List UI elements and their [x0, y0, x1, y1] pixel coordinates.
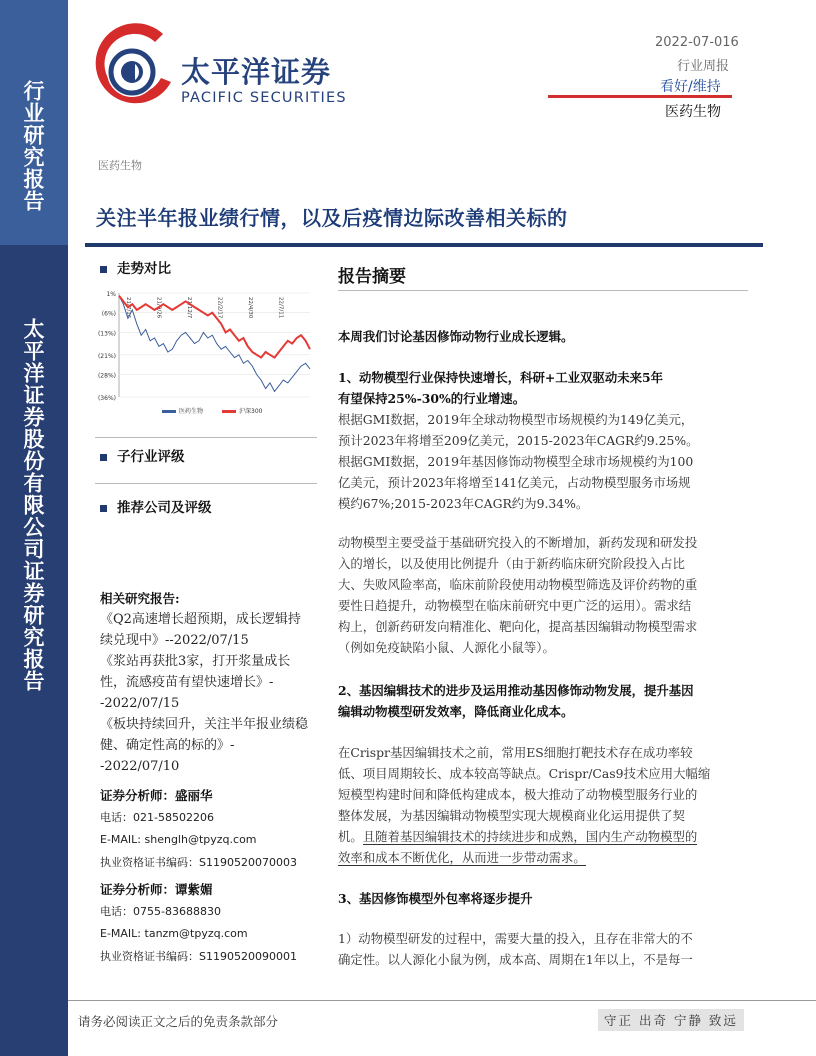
trend-heading: 走势对比 [100, 257, 171, 277]
para-line: 短模型构建时间和降低构建成本，极大推动了动物模型服务行业的 [338, 787, 698, 802]
y-tick-label: (28%) [97, 372, 116, 380]
footer-disclaimer: 请务必阅读正文之后的免责条款部分 [78, 1014, 279, 1029]
analyst-block-2 [100, 879, 315, 964]
bullet-square-icon [100, 454, 107, 461]
para-line: 整体发展，为基因编辑动物模型实现大规模商业化运用提供了契 [338, 808, 685, 823]
x-tick-label: 22/2/17 [216, 297, 223, 319]
footer-motto: 守正 出奇 宁静 致远 [598, 1009, 744, 1031]
divider [338, 290, 748, 291]
footer-rule [68, 1000, 816, 1001]
para-line: 亿美元，预计2023年将增至141亿美元，占动物模型服务市场规 [338, 475, 691, 490]
section-1 [338, 367, 753, 514]
divider [95, 483, 317, 484]
brand-name-en: PACIFIC SECURITIES [181, 90, 347, 106]
sidebar-company-text: 太平洋证券股份有限公司证券研究报告 [21, 318, 46, 692]
analyst-cert: 执业资格证书编码：S1190520090001 [100, 950, 297, 963]
trend-chart [92, 285, 320, 433]
para-line: 动物模型主要受益于基础研究投入的不断增加，新药发现和研发投 [338, 535, 698, 550]
industry-label: 医药生物 [665, 104, 721, 120]
legend-label: 沪深300 [239, 408, 263, 415]
underlined-text: 且随着基因编辑技术的持续进步和成熟，国内生产动物模型的 [362, 829, 698, 844]
y-tick-label: (36%) [97, 395, 116, 402]
para-line: 根据GMI数据，2019年基因修饰动物模型全球市场规模约为100 [338, 454, 694, 469]
company-logo [85, 20, 177, 116]
section-1-title-cont: 有望保持25%-30%的行业增速。 [338, 391, 526, 406]
divider [95, 437, 317, 438]
x-tick-label: 21/7/16 [125, 297, 131, 319]
analyst-email[interactable]: E-MAIL: tanzm@tpyzq.com [100, 927, 248, 940]
y-tick-label: 1% [106, 291, 116, 298]
bullet-square-icon [100, 266, 107, 273]
para-line: 机。且随着基因编辑技术的持续进步和成熟，国内生产动物模型的 [338, 829, 698, 844]
paragraph-2 [338, 532, 753, 658]
para-line: 在Crispr基因编辑技术之前，常用ES细胞打靶技术存在成功率较 [338, 745, 693, 760]
related-report-item[interactable]: 《Q2高速增长超预期，成长逻辑持续兑现中》--2022/07/15 [100, 612, 301, 648]
section-2-title: 2、基因编辑技术的进步及运用推动基因修饰动物发展，提升基因 [338, 683, 694, 698]
rating-badge: 看好/维持 [660, 79, 721, 95]
legend-swatch [222, 410, 236, 413]
para-line: 低、项目周期较长、成本较高等缺点。Crispr/Cas9技术应用大幅缩 [338, 766, 711, 781]
section-2 [338, 680, 753, 722]
section-1-title: 1、动物模型行业保持快速增长，科研+工业双驱动未来5年 [338, 370, 663, 385]
x-tick-label: 21/9/26 [155, 297, 162, 319]
para-line: 构上，创新药研发向精准化、靶向化，提高基因编辑动物模型需求 [338, 619, 698, 634]
para-line: 1）动物模型研发的过程中，需要大量的投入，且存在非常大的不 [338, 931, 693, 946]
analyst-cert: 执业资格证书编码：S1190520070003 [100, 856, 297, 869]
report-type: 行业周报 [677, 59, 730, 74]
analyst-email[interactable]: E-MAIL: shenglh@tpyzq.com [100, 833, 257, 846]
header-red-rule [548, 95, 732, 98]
para-line: 预计2023年将增至209亿美元，2015-2023年CAGR约9.25%。 [338, 433, 699, 448]
breadcrumb: 医药生物 [98, 159, 142, 172]
report-date: 2022-07-016 [655, 35, 739, 50]
analyst-name: 证券分析师：谭紫媚 [100, 882, 213, 897]
analyst-block-1 [100, 785, 315, 870]
sidebar-report-category: 行业研究报告 [21, 80, 46, 212]
analyst-name: 证券分析师：盛丽华 [100, 788, 213, 803]
y-tick-label: (21%) [97, 352, 116, 360]
bullet-square-icon [100, 505, 107, 512]
title-rule [85, 243, 763, 247]
legend-swatch [162, 410, 176, 413]
section-3-title: 3、基因修饰模型外包率将逐步提升 [338, 891, 533, 906]
section-2-title-cont: 编辑动物模型研发效率，降低商业化成本。 [338, 704, 574, 719]
recommend-heading: 推荐公司及评级 [100, 496, 212, 516]
para-line [338, 847, 753, 868]
sub-industry-heading: 子行业评级 [100, 445, 185, 465]
analyst-phone: 电话：021-58502206 [100, 811, 214, 824]
abstract-intro: 本周我们讨论基因修饰动物行业成长逻辑。 [338, 329, 574, 344]
x-tick-label: 22/4/30 [247, 297, 253, 319]
y-tick-label: (13%) [97, 330, 116, 338]
related-report-item[interactable]: 《浆站再获批3家，打开浆量成长性，流感疫苗有望快速增长》--2022/07/15 [100, 654, 291, 711]
related-report-item[interactable]: 《板块持续回升，关注半年报业绩稳健、确定性高的标的》--2022/07/10 [100, 717, 309, 774]
para-line: 入的增长，以及使用比例提升（由于新药临床研究阶段投入占比 [338, 556, 685, 571]
brand-name-cn: 太平洋证券 [181, 55, 332, 89]
x-tick-label: 21/12/7 [186, 297, 192, 319]
para-line: 要性日趋提升，动物模型在临床前研究中更广泛的运用）。需求结 [338, 598, 692, 613]
para-line: 确定性。以人源化小鼠为例，成本高、周期在1年以上，不是每一 [338, 952, 693, 967]
abstract-title: 报告摘要 [338, 267, 406, 287]
related-heading: 相关研究报告: [100, 591, 180, 606]
para-line: 大、失败风险率高，临床前阶段使用动物模型筛选及评价药物的重 [338, 577, 698, 592]
section-3-body [338, 928, 753, 970]
para-line: （例如免疫缺陷小鼠、人源化小鼠等）。 [338, 640, 555, 655]
page-title: 关注半年报业绩行情，以及后疫情边际改善相关标的 [96, 206, 568, 230]
para-line: 根据GMI数据，2019年全球动物模型市场规模约为149亿美元， [338, 412, 694, 427]
x-tick-label: 22/7/11 [277, 297, 284, 319]
analyst-phone: 电话：0755-83688830 [100, 905, 221, 918]
y-tick-label: (6%) [101, 310, 116, 318]
para-line: 模约67%;2015-2023年CAGR约为9.34%。 [338, 496, 589, 511]
legend-label: 医药生物 [179, 408, 204, 415]
section-2-body [338, 742, 753, 868]
underlined-text: 效率和成本不断优化，从而进一步带动需求。 [338, 850, 586, 865]
related-reports [100, 588, 313, 777]
